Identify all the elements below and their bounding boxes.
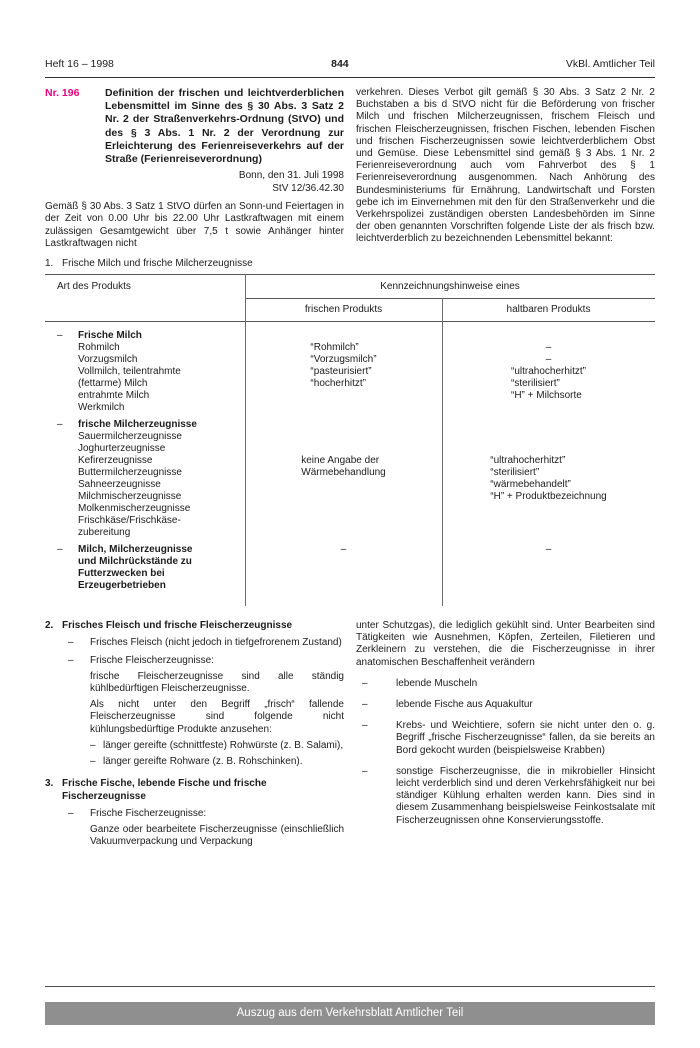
durable-cell-block xyxy=(490,419,606,503)
dash-item xyxy=(356,678,655,690)
durable-cell xyxy=(442,330,655,414)
dash-item-text: lebende Muscheln xyxy=(396,677,478,689)
durable-line xyxy=(490,419,606,431)
article-title: Definition der frischen und leichtverderblichen Lebensmittel im Sinne des § 30 Abs. 3 Satz 2 Nr. 2 der Straßenverkehrs-Ordnung (StVO) und des § 3 Abs. 1 Nr. 2 der Verordnung zur Erleichterung des Ferienreiseverkehrs auf der Straße (Ferienreiseverordnung) xyxy=(105,87,344,166)
durable-line: “ultrahocherhitzt” xyxy=(510,366,587,378)
fresh-cell-block xyxy=(341,544,347,556)
product-text xyxy=(78,419,245,539)
article-number: Nr. 196 xyxy=(45,87,80,99)
durable-line xyxy=(490,431,606,443)
column-header-span: Kennzeichnungshinweise eines xyxy=(380,280,520,292)
dateline-block xyxy=(45,169,344,195)
product-line: Joghurterzeugnisse xyxy=(78,443,166,455)
product-line: Sauermilcherzeugnisse xyxy=(78,431,182,443)
dash-bullet: – xyxy=(362,677,368,689)
fresh-line xyxy=(301,443,386,455)
product-cell xyxy=(45,544,245,592)
intro-columns xyxy=(45,87,655,250)
product-line: zubereitung xyxy=(78,527,131,539)
product-line: Sahneerzeugnisse xyxy=(78,479,161,491)
section-number: 3. xyxy=(45,778,54,790)
dash-item-text: sonstige Fischerzeugnisse, die in mikrobieller Hinsicht leicht verderblich sind und deren Verkehrsfähigkeit nur bei ständiger Kühlung erhalten werden kann. Dies sind in diesem Zusammenhang beispielsweise Feinkostsalate mit Fischerzeugnissen ohne Konservierungsstoffe. xyxy=(396,765,655,826)
product-title-line: und Milchrückstände zu xyxy=(78,556,192,568)
footer-banner: Auszug aus dem Verkehrsblatt Amtlicher Teil xyxy=(45,1002,655,1025)
durable-cell-block xyxy=(546,544,552,556)
durable-line: – xyxy=(545,544,552,556)
section-number: 1. xyxy=(45,258,54,270)
dash-item xyxy=(356,699,655,711)
dash-bullet: – xyxy=(68,654,74,666)
product-title-line: Milch, Milcherzeugnisse xyxy=(78,544,193,556)
fresh-line: “Vorzugsmilch” xyxy=(310,354,377,366)
dash-bullet: – xyxy=(68,637,74,649)
section-heading xyxy=(45,620,344,632)
section-title: Frische Fische, lebende Fische und frische Fischerzeugnisse xyxy=(62,778,267,802)
durable-line xyxy=(511,330,586,342)
product-text xyxy=(78,544,245,592)
table-row xyxy=(45,544,655,592)
durable-line: “sterilisiert” xyxy=(490,467,540,479)
footer-rule xyxy=(45,986,655,987)
product-line: Vollmilch, teilentrahmte xyxy=(78,366,181,378)
dash-bullet: – xyxy=(90,756,96,768)
fresh-line xyxy=(310,330,376,342)
durable-line: – xyxy=(545,354,552,366)
intro-left-column xyxy=(45,87,344,250)
dash-item xyxy=(45,637,344,649)
table-header-row-1 xyxy=(45,275,655,298)
column-header-fresh: frischen Produkts xyxy=(304,304,383,316)
fresh-line: Wärmebehandlung xyxy=(301,467,386,479)
table-vertical-rule-1 xyxy=(245,274,246,606)
sub-dash-item xyxy=(90,756,344,768)
dash-bullet: – xyxy=(68,808,74,820)
product-line: Milchmischerzeugnisse xyxy=(78,491,182,503)
dash-bullet: – xyxy=(362,765,368,777)
product-line: Rohmilch xyxy=(78,342,120,354)
sub-dash-item xyxy=(90,740,344,752)
dash-bullet: – xyxy=(57,419,63,431)
durable-cell-block xyxy=(511,330,586,402)
fresh-cell xyxy=(245,419,442,539)
product-title-line: frische Milcherzeugnisse xyxy=(78,419,197,431)
product-line: Frischkäse/Frischkäse- xyxy=(78,515,181,527)
durable-cell xyxy=(442,419,655,539)
fresh-cell xyxy=(245,544,442,592)
page-number: 844 xyxy=(331,58,349,70)
intro-right-column xyxy=(356,87,655,250)
durable-line xyxy=(490,443,606,455)
lower-left-column xyxy=(45,620,344,849)
dateline: Bonn, den 31. Juli 1998 xyxy=(238,170,344,182)
product-line: Kefirerzeugnisse xyxy=(78,455,153,467)
table-vertical-rule-2 xyxy=(442,298,443,606)
fresh-cell-block xyxy=(310,330,376,390)
section-title: Frische Milch und frische Milcherzeugnisse xyxy=(62,258,253,270)
dash-bullet: – xyxy=(57,330,63,342)
product-line: Buttermilcherzeugnisse xyxy=(78,467,182,479)
article-head xyxy=(45,87,344,166)
reference-number: StV 12/36.42.30 xyxy=(272,183,344,195)
dash-item xyxy=(45,808,344,820)
section-1-heading xyxy=(45,258,655,270)
product-cell xyxy=(45,330,245,414)
continuation-paragraph: unter Schutzgas), die lediglich gekühlt sind. Unter Bearbeiten sind Tätigkeiten wie Ausnehmen, Köpfen, Zerteilen, Filetieren und Zerkleinern zu verstehen, die die Fischerzeugnisse in ihrer anatomischen Beschaffenheit verändern xyxy=(356,620,655,668)
intro-paragraph-left: Gemäß § 30 Abs. 3 Satz 1 StVO dürfen an Sonn-und Feiertagen in der Zeit von 0.00 Uhr bis 22.00 Uhr Lastkraftwagen mit einem zulässigen Gesamtgewicht über 7,5 t sowie Anhänger hinter Lastkraftwagen nicht xyxy=(45,201,344,249)
durable-line: “wärmebehandelt” xyxy=(490,479,571,491)
durable-line: “H” + Milchsorte xyxy=(510,390,582,402)
product-title-line: Erzeugerbetrieben xyxy=(78,580,166,592)
dash-item-text: Frische Fischerzeugnisse: xyxy=(90,808,207,820)
fresh-line xyxy=(301,431,386,443)
product-line: (fettarme) Milch xyxy=(78,378,148,390)
dash-item xyxy=(45,655,344,667)
running-head xyxy=(45,58,655,78)
fresh-line: “Rohmilch” xyxy=(310,342,359,354)
fresh-cell-block xyxy=(301,419,386,479)
fresh-line: “hocherhitzt” xyxy=(310,378,366,390)
durable-line: “ultrahocherhitzt” xyxy=(490,455,566,467)
product-text xyxy=(78,330,245,414)
dash-item xyxy=(356,720,655,757)
dash-item-text: Frisches Fleisch (nicht jedoch in tiefgefrorenem Zustand) xyxy=(90,637,342,649)
durable-line: “sterilisiert” xyxy=(510,378,560,390)
dash-bullet: – xyxy=(90,739,96,751)
fresh-line xyxy=(301,419,386,431)
table-header-row-2 xyxy=(45,299,655,321)
product-line: Vorzugsmilch xyxy=(78,354,138,366)
product-title-line: Futterzwecken bei xyxy=(78,568,165,580)
product-title-line: Frische Milch xyxy=(78,330,142,342)
table-row xyxy=(45,330,655,414)
column-header-product: Art des Produkts xyxy=(57,280,131,292)
table-row xyxy=(45,419,655,539)
sub-dash-text: länger gereifte (schnittfeste) Rohwürste (z. B. Salami), xyxy=(103,739,344,751)
durable-cell xyxy=(442,544,655,592)
durable-line: “H” + Produktbezeichnung xyxy=(490,491,607,503)
dash-bullet: – xyxy=(362,699,368,711)
section-number: 2. xyxy=(45,620,54,632)
dash-item xyxy=(356,766,655,827)
durable-line: – xyxy=(545,342,552,354)
food-table xyxy=(45,274,655,606)
journal-label: VkBl. Amtlicher Teil xyxy=(565,58,655,70)
fresh-line: “pasteurisiert” xyxy=(310,366,372,378)
dash-bullet: – xyxy=(362,720,368,732)
table-body xyxy=(45,322,655,606)
fresh-line: keine Angabe der xyxy=(301,455,380,467)
paragraph: frische Fleischerzeugnisse sind alle ständig kühlbedürftigen Fleischerzeugnisse. xyxy=(90,670,344,695)
product-line: Molkenmischerzeugnisse xyxy=(78,503,191,515)
paragraph: Ganze oder bearbeitete Fischerzeugnisse (einschließlich Vakuumverpackung und Verpackung xyxy=(90,824,344,848)
section-title: Frisches Fleisch und frische Fleischerzeugnisse xyxy=(62,620,293,632)
fresh-line: – xyxy=(340,544,347,556)
column-header-durable: haltbaren Produkts xyxy=(506,304,591,316)
fresh-cell xyxy=(245,330,442,414)
product-line: Werkmilch xyxy=(78,402,125,414)
document-page xyxy=(0,58,700,849)
dash-item-text: Frische Fleischerzeugnisse: xyxy=(90,654,214,666)
dash-item-text: Krebs- und Weichtiere, sofern sie nicht unter den o. g. Begriff „frische Fischerzeugnisse“ fallen, da sie bereits an Bord gekocht wurden (beispielsweise Krabben) xyxy=(396,720,655,756)
lower-columns xyxy=(45,620,655,849)
intro-paragraph-right: verkehren. Dieses Verbot gilt gemäß § 30 Abs. 3 Satz 2 Nr. 2 Buchstaben a bis d StVO nicht für die Beförderung von frischer Milch und frischen Milcherzeugnissen, frischem Fleisch und frischen Fleischerzeugnissen, frischen Fischen, lebenden Fischen und frischen Fischerzeugnissen sowie leichtverderblichem Obst und Gemüse. Diese Lebensmittel sind gemäß § 3 Abs. 1 Nr. 2 Ferienreiseverordnung auch vom Fahrverbot des § 1 Ferienreiseverordnung ausgenommen. Nach Anhörung des Bundesministeriums für Ernährung, Landwirtschaft und Forsten gebe ich im Einvernehmen mit den für den Straßenverkehr und die Verkehrspolizei zuständigen obersten Landesbehörden im Sinne der oben genannten Vorschriften folgende Liste der als frisch bzw. leichtverderblich zu bezeichnenden Lebensmittel bekannt: xyxy=(356,87,655,245)
paragraph: Als nicht unter den Begriff „frisch“ fallende Fleischerzeugnisse sind folgende nicht kühlungsbedürftige Produkte anzusehen: xyxy=(90,699,344,735)
dash-item-text: lebende Fische aus Aquakultur xyxy=(396,699,533,711)
section-heading xyxy=(45,778,344,803)
dash-bullet: – xyxy=(57,544,63,556)
lower-right-column xyxy=(356,620,655,849)
product-cell xyxy=(45,419,245,539)
issue-label: Heft 16 – 1998 xyxy=(45,58,114,70)
sub-dash-text: länger gereifte Rohware (z. B. Rohschinken). xyxy=(103,756,303,768)
product-line: entrahmte Milch xyxy=(78,390,150,402)
